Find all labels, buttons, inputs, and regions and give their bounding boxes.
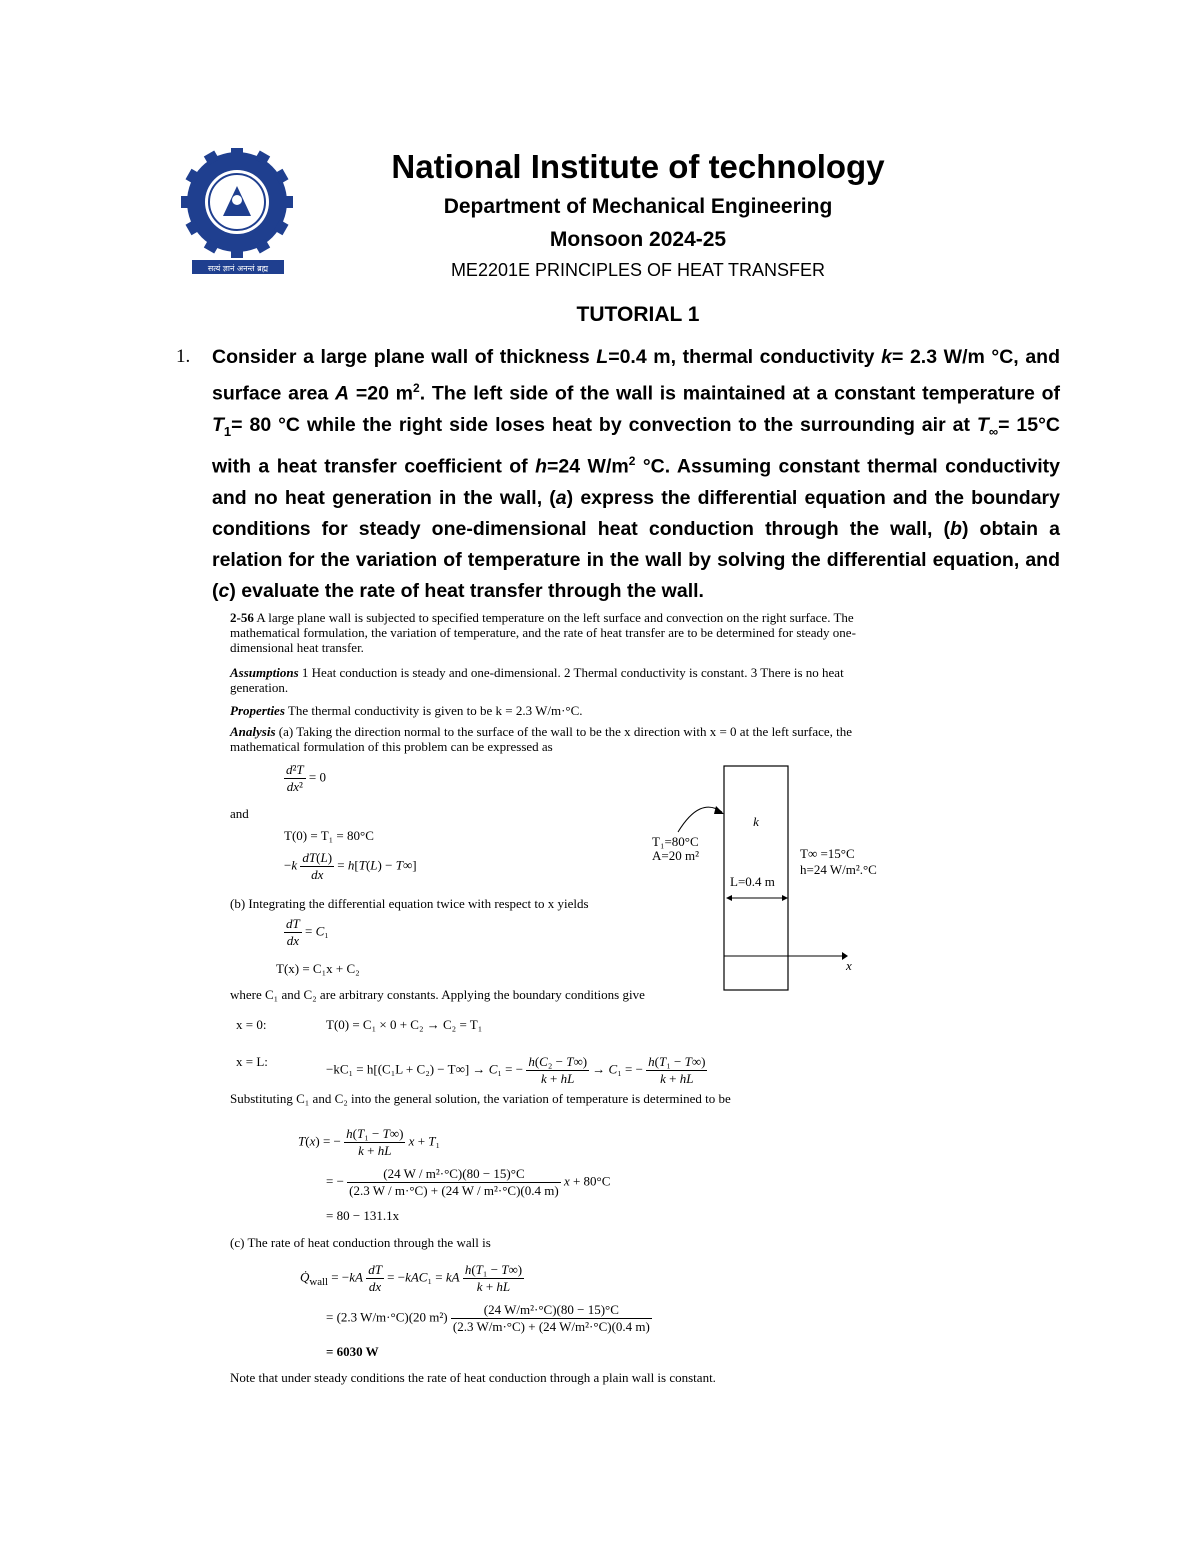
logo-caption: सत्यं ज्ञानं अनन्तं ब्रह्म [207,264,269,273]
left-area-label: A=20 m² [652,848,699,863]
solution-intro: 2-56 A large plane wall is subjected to specified temperature on the left surface and convection on the right surface. The mathematical formulation, the variation of temperature, and the rate of heat transfer are to be determined for steady one-dimensional heat transfer. [230,610,856,655]
tx-numeric: = − $\frac{\text{(24 W / m²·°C)(80 − 15)°C}}{\text{(2.3 W / m·°C) + (24 W / m²·°C)(0.4 m)}}$ x + 80°C [326,1166,611,1198]
diff-eq: $\frac{\text{d²T}}{\text{dx²}}$ = 0 [286,762,326,794]
bc1: T(0) = T₁ = 80°C [284,828,374,843]
solution-analysis: Analysis (a) Taking the direction normal to the surface of the wall to be the x direction with x = 0 at the left surface, the mathematical formulation of this problem can be expressed as [230,724,853,754]
question-text: Consider a large plane wall of thickness L=0.4 m, thermal conductivity k= 2.3 W/m °C, and surface area A =20 $m^2$. The left side of the wall is maintained at a constant temperature of $T_1= 80$ °C while the right side loses heat by convection to the surrounding air at $T_\infty= 15^\circ C$ with a heat transfer coefficient of h=24 $W/m^2$ °C. Assuming constant thermal conductivity and no heat generation in the wall, (a) express the differential equation and the boundary conditions for steady one-dimensional heat conduction through the wall, (b) obtain a relation for the variation of temperature in the wall by solving the differential equation, and (c) evaluate the rate of heat transfer through the wall. [212,346,1060,602]
substituting-text: Substituting C₁ and C₂ into the general solution, the variation of temperature is determined to be [230,1091,731,1106]
course-code: ME2201E PRINCIPLES OF HEAT TRANSFER [450,260,826,280]
department: Department of Mechanical Engineering [443,195,833,218]
solution-assumptions: Assumptions 1 Heat conduction is steady and one-dimensional. 2 Thermal conductivity is constant. 3 There is no heat generation. [230,665,844,695]
x0-label: x = 0: [236,1017,267,1032]
x0-equation: T(0) = C₁ × 0 + C₂ → C₂ = T₁ [326,1017,483,1032]
wall-diagram [640,760,900,995]
left-temperature-label: T₁=80°C [652,834,699,849]
q-numeric: = (2.3 W/m·°C)(20 m²) $\frac{\text{(24 W/m²·°C)(80 − 15)°C}}{\text{(2.3 W/m·°C) + (24 W/m²·°C)(0.4 m)}}$ [326,1302,650,1334]
q-expression: $Q̇_{wall} = -kA$ $\frac{dT}{dx}$ = −kAC₁ = kA $\frac{\text{h(T₁ − T∞)}}{k + hL}$ [300,1262,523,1294]
right-h-label: h=24 W/m².°C [800,862,877,877]
q-result: = 6030 W [326,1344,379,1359]
solution-properties: Properties The thermal conductivity is given to be k = 2.3 W/m·°C. [230,703,583,718]
right-temperature-label: T∞ =15°C [800,846,855,861]
bc2: −k $\frac{dT(L)}{dx}$ = h[T(L) − T∞] [284,850,417,882]
part-c: (c) The rate of heat conduction through the wall is [230,1235,491,1250]
institute-title: National Institute of technology [391,148,885,185]
question-number: 1. [176,346,191,367]
x-label: x [846,958,852,973]
tx-result: = 80 − 131.1x [326,1208,400,1223]
session: Monsoon 2024-25 [549,228,727,251]
part-b: (b) Integrating the differential equation twice with respect to x yields [230,896,589,911]
note-text: Note that under steady conditions the rate of heat conduction through a plain wall is constant. [230,1370,716,1385]
and-label: and [230,806,249,821]
first-integral: $\frac{dT}{dx}$ = C₁ [286,916,329,948]
xL-label: x = L: [236,1054,268,1069]
k-label: k [753,814,759,829]
general-solution: T(x) = C₁x + C₂ [276,961,360,976]
tx-expression: T(x) = − $\frac{\text{h(T₁ − T∞)}}{k + hL}$ x + T₁ [298,1126,441,1158]
tutorial-title: TUTORIAL 1 [576,303,700,326]
where-text: where C₁ and C₂ are arbitrary constants. Applying the boundary conditions give [230,987,645,1002]
thickness-label: L=0.4 m [730,874,775,889]
xL-equation: −kC₁ = h[(C₁L + C₂) − T∞] → C₁ = − $\frac{\text{h(C₂ − T∞)}}{k + hL}$ → C₁ = − $\frac{\text{h(T₁ − T∞)}}{k + hL}$ [326,1054,706,1086]
